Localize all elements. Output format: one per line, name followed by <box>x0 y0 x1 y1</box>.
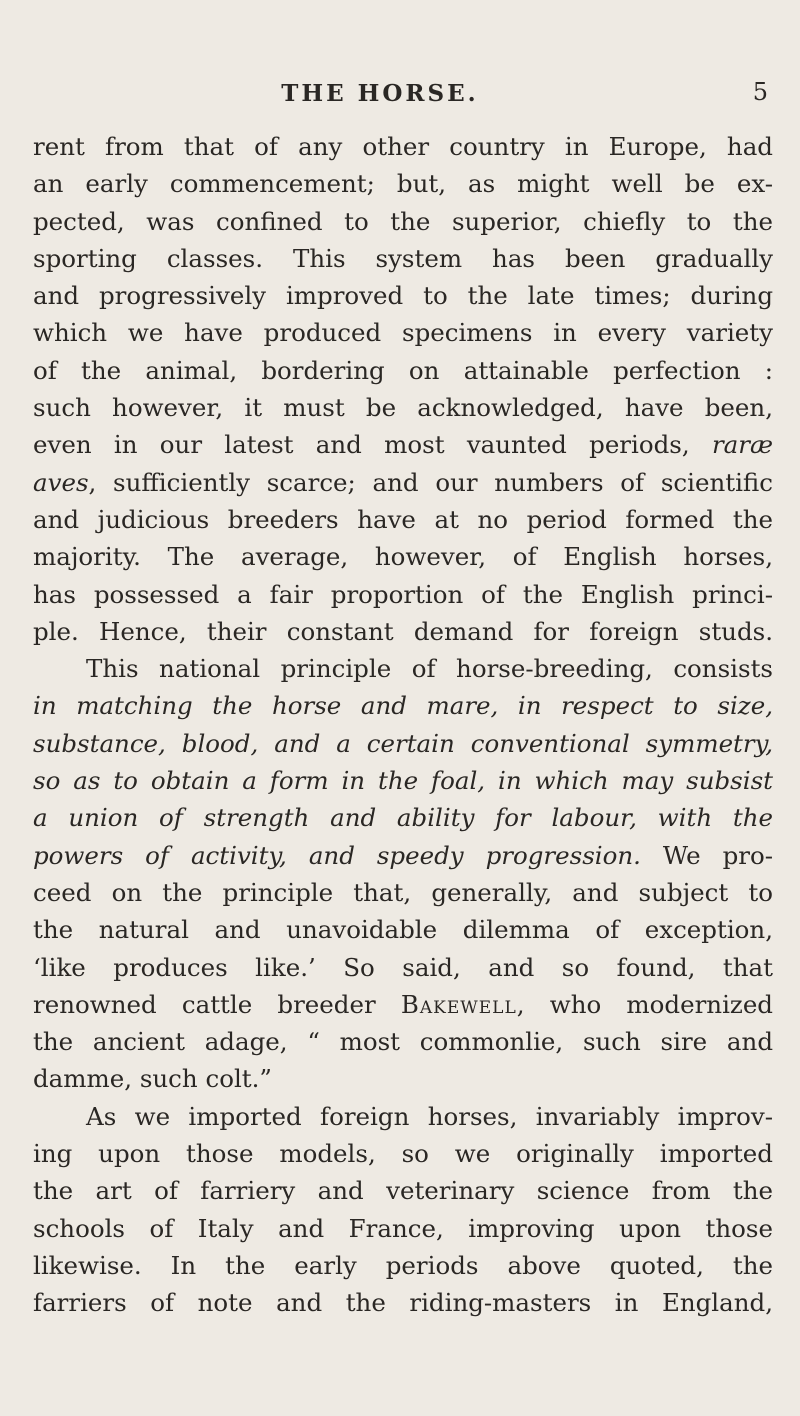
text-run: and progressively improved to the late times; during <box>33 281 773 311</box>
text-line <box>33 576 773 613</box>
text-line <box>33 762 773 799</box>
text-line <box>33 314 773 351</box>
text-line <box>33 128 773 165</box>
text-run: of the animal, bordering on attainable perfection : <box>33 355 773 385</box>
text-line <box>33 165 773 202</box>
text-line <box>33 725 773 762</box>
text-line <box>33 240 773 277</box>
text-line <box>33 426 773 463</box>
text-line <box>33 1172 773 1209</box>
text-line <box>33 1210 773 1247</box>
text-line <box>33 613 773 650</box>
page-header <box>0 74 800 114</box>
text-run: , sufficiently scarce; and our numbers of scientific <box>88 467 773 497</box>
text-line <box>33 874 773 911</box>
text-run: We pro- <box>640 840 773 870</box>
text-run: in matching the horse and mare, in respect to size, <box>33 691 773 721</box>
text-run: rent from that of any other country in Europe, had <box>33 132 773 161</box>
text-run: schools of Italy and France, improving upon those <box>33 1213 773 1243</box>
text-run: has possessed a fair proportion of the English princi- <box>33 579 773 609</box>
text-run: raræ <box>711 430 773 460</box>
text-run: such however, it must be acknowledged, have been, <box>33 393 773 423</box>
text-run: a union of strength and ability for labour, with the <box>33 803 773 833</box>
text-line <box>33 1247 773 1284</box>
text-run: ceed on the principle that, generally, and subject to <box>33 877 773 907</box>
text-run: majority. The average, however, of English horses, <box>33 542 773 572</box>
text-line <box>33 799 773 836</box>
text-run: substance, blood, and a certain conventional symmetry, <box>33 728 773 758</box>
text-line <box>33 650 773 687</box>
text-run: This national principle of horse-breeding, consists <box>86 654 773 684</box>
text-run: damme, such colt.” <box>33 1064 272 1094</box>
text-line <box>33 1023 773 1060</box>
text-line <box>33 986 773 1023</box>
text-line <box>33 464 773 501</box>
text-line <box>33 1060 773 1097</box>
text-line <box>33 501 773 538</box>
text-line <box>33 1135 773 1172</box>
text-run: Bakewell <box>400 989 517 1019</box>
text-run: As we imported foreign horses, invariably improv- <box>86 1101 773 1131</box>
text-run: so as to obtain a form in the foal, in which may subsist <box>33 766 773 796</box>
running-title: THE HORSE. <box>281 80 479 107</box>
text-run: and judicious breeders have at no period formed the <box>33 504 773 534</box>
text-run: ing upon those models, so we originally imported <box>33 1139 773 1169</box>
page-number: 5 <box>752 78 768 106</box>
text-run: renowned cattle breeder <box>33 989 401 1019</box>
text-run: the art of farriery and veterinary science from the <box>33 1176 773 1206</box>
text-run: , who modernized <box>516 989 773 1019</box>
body-text <box>33 128 773 1322</box>
text-line <box>33 352 773 389</box>
text-line <box>33 1098 773 1135</box>
text-run: sporting classes. This system has been gradually <box>33 243 773 273</box>
text-line <box>33 837 773 874</box>
text-line <box>33 538 773 575</box>
text-run: ple. Hence, their constant demand for foreign studs. <box>33 616 773 646</box>
text-run: pected, was confined to the superior, chiefly to the <box>33 206 773 236</box>
text-line <box>33 389 773 426</box>
text-run: powers of activity, and speedy progression. <box>33 840 641 870</box>
text-run: ‘like produces like.’ So said, and so found, that <box>33 952 773 982</box>
text-line <box>33 1284 773 1321</box>
text-line <box>33 911 773 948</box>
text-run: farriers of note and the riding-masters in England, <box>33 1288 773 1318</box>
text-line <box>33 949 773 986</box>
text-run: an early commencement; but, as might well be ex- <box>33 169 773 199</box>
text-run: the ancient adage, “ most commonlie, such sire and <box>33 1027 773 1057</box>
text-run: likewise. In the early periods above quoted, the <box>33 1250 773 1280</box>
text-line <box>33 277 773 314</box>
text-run: which we have produced specimens in every variety <box>33 318 773 348</box>
text-line <box>33 687 773 724</box>
text-run: the natural and unavoidable dilemma of exception, <box>33 915 773 945</box>
text-run: even in our latest and most vaunted periods, <box>33 430 712 460</box>
text-run: aves <box>33 467 89 497</box>
text-line <box>33 203 773 240</box>
